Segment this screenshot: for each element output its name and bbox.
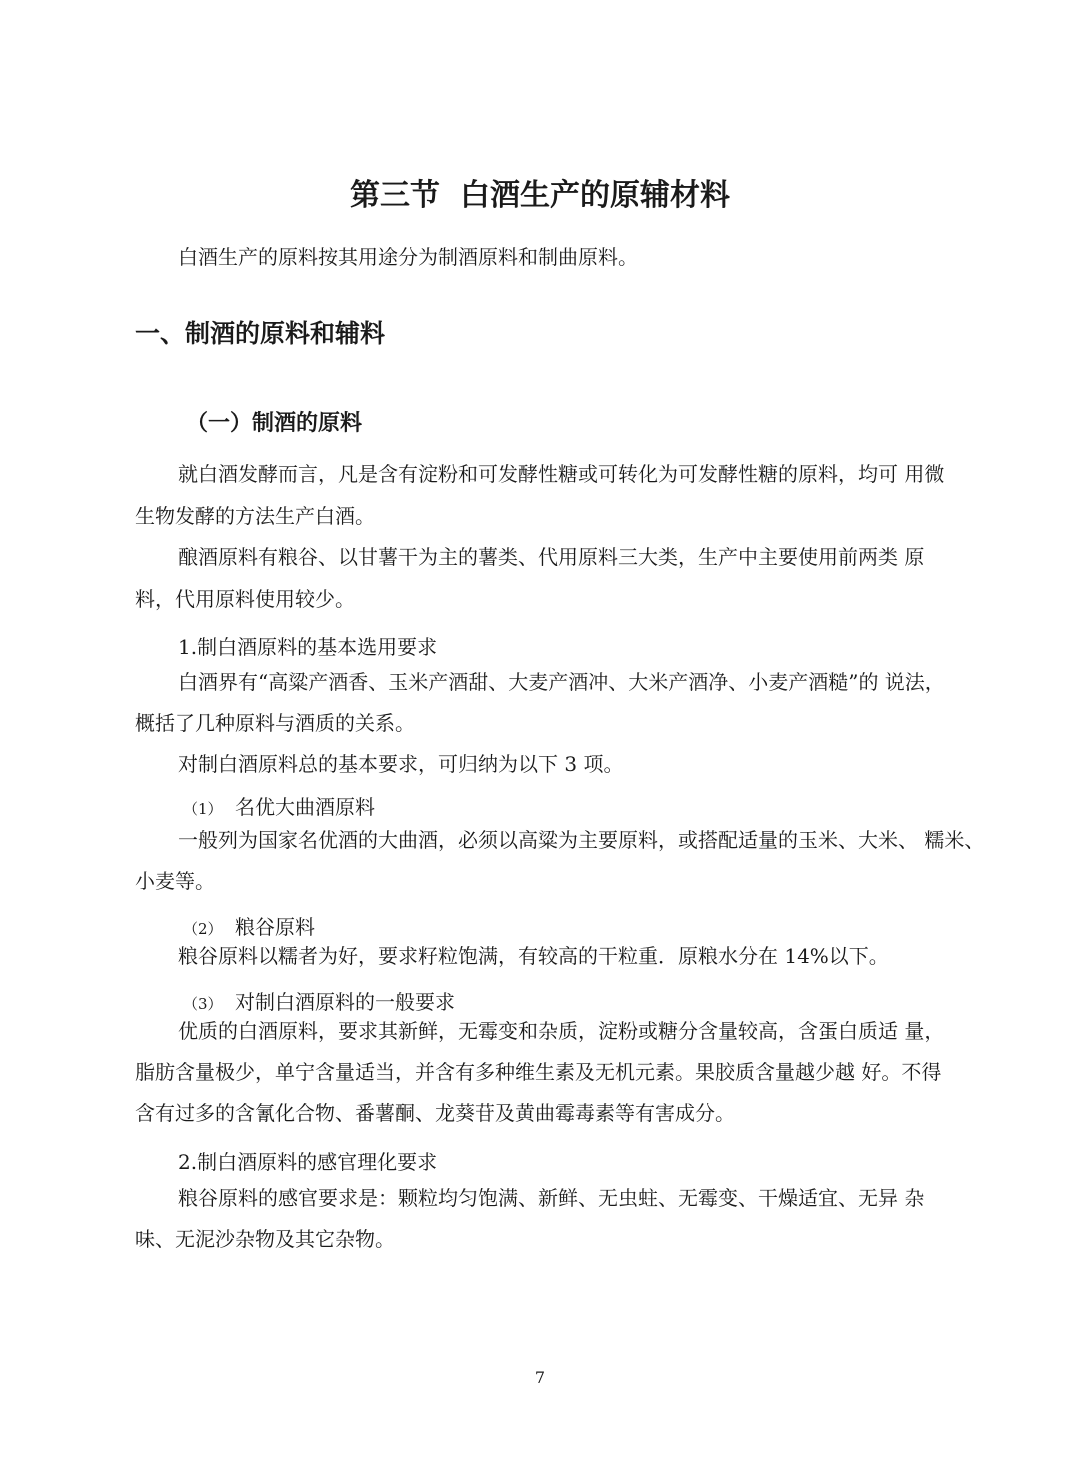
page-number: 7 [534, 1368, 546, 1387]
item-1-line-2: 小麦等。 [135, 869, 215, 893]
item-2-number: （2） [183, 920, 223, 938]
heading-level-2: （一）制酒的原料 [186, 410, 363, 436]
item-3-heading [183, 992, 455, 1012]
intro-paragraph: 白酒生产的原料按其用途分为制酒原料和制曲原料。 [178, 245, 638, 269]
item-3-line-2: 脂肪含量极少，单宁含量适当，并含有多种维生素及无机元素。果胶质含量越少越 好。不得 [135, 1060, 942, 1084]
item-3-line-1: 优质的白酒原料，要求其新鲜，无霉变和杂质，淀粉或糖分含量较高，含蛋白质适 量， [178, 1019, 945, 1043]
paragraph-2-line-1: 酿酒原料有粮谷、以甘薯干为主的薯类、代用原料三大类，生产中主要使用前两类 原 [178, 545, 925, 569]
section-title [0, 178, 1080, 213]
subsection-1-heading: 1.制白酒原料的基本选用要求 [178, 635, 438, 659]
heading-level-1: 一、制酒的原料和辅料 [135, 319, 386, 348]
item-3-number: （3） [183, 995, 223, 1013]
item-2-label: 粮谷原料 [235, 915, 315, 939]
item-2-heading [183, 917, 315, 937]
subsection-1-line-2: 概括了几种原料与酒质的关系。 [135, 711, 415, 735]
paragraph-1-line-2: 生物发酵的方法生产白酒。 [135, 504, 375, 528]
paragraph-1-line-1: 就白酒发酵而言，凡是含有淀粉和可发酵性糖或可转化为可发酵性糖的原料，均可 用微 [178, 462, 945, 486]
item-1-line-1: 一般列为国家名优酒的大曲酒，必须以高粱为主要原料，或搭配适量的玉米、大米、 糯米、 [178, 828, 985, 852]
subsection-2-heading: 2.制白酒原料的感官理化要求 [178, 1150, 438, 1174]
item-3-line-3: 含有过多的含氰化合物、番薯酮、龙葵苷及黄曲霉毒素等有害成分。 [135, 1101, 735, 1125]
subsection-1-line-1: 白酒界有“高粱产酒香、玉米产酒甜、大麦产酒冲、大米产酒净、小麦产酒糙”的 说法， [178, 670, 945, 694]
subsection-2-line-1: 粮谷原料的感官要求是：颗粒均匀饱满、新鲜、无虫蛀、无霉变、干燥适宜、无异 杂 [178, 1186, 925, 1210]
item-1-number: （1） [183, 800, 223, 818]
paragraph-2-line-2: 料，代用原料使用较少。 [135, 587, 355, 611]
subsection-2-line-2: 味、无泥沙杂物及其它杂物。 [135, 1227, 395, 1251]
item-3-label: 对制白酒原料的一般要求 [235, 990, 455, 1014]
subsection-1-line-3: 对制白酒原料总的基本要求，可归纳为以下 3 项。 [178, 752, 624, 776]
section-number: 第三节 [350, 178, 440, 213]
item-1-heading [183, 797, 375, 817]
item-1-label: 名优大曲酒原料 [235, 795, 375, 819]
section-name: 白酒生产的原辅材料 [460, 178, 730, 213]
item-2-line-1: 粮谷原料以糯者为好，要求籽粒饱满，有较高的干粒重．原粮水分在 14%以下。 [178, 944, 889, 968]
